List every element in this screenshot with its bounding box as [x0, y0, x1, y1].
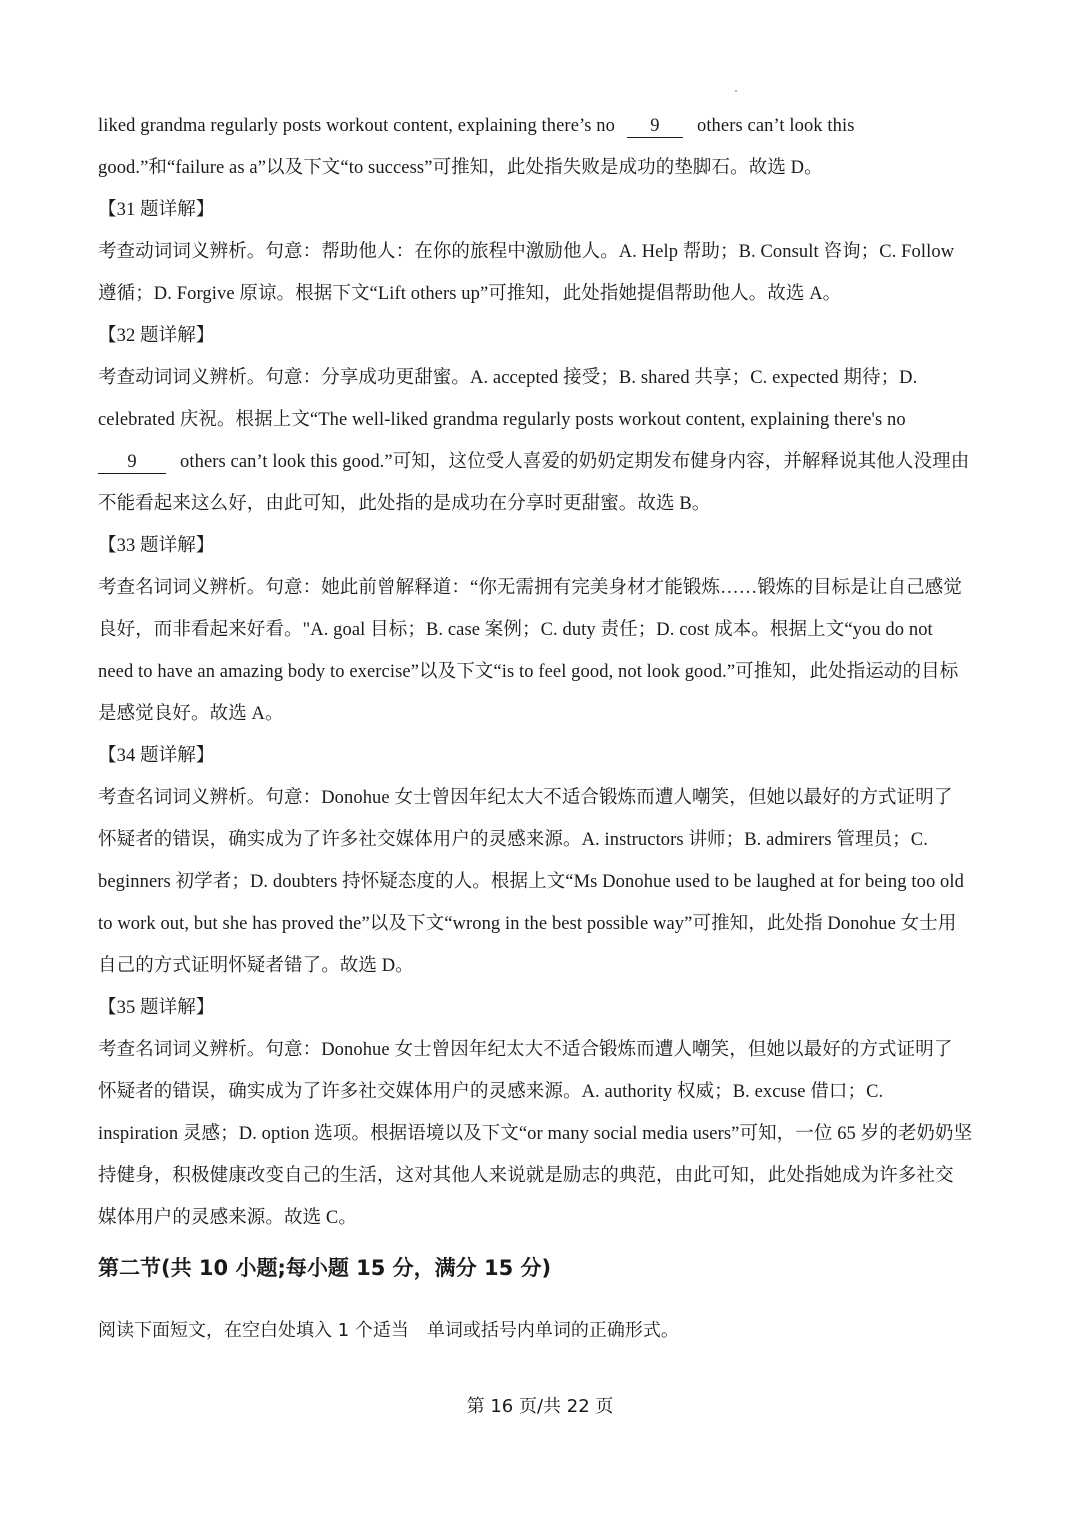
- scan-speck: [735, 90, 737, 92]
- text-line: 持健身，积极健康改变自己的生活，这对其他人来说就是励志的典范，由此可知，此处指她成为许多社交: [98, 1166, 954, 1186]
- document-body: [98, 105, 988, 1239]
- text-line: 考查名词词义辨析。句意：Donohue 女士曾因年纪太大不适合锻炼而遭人嘲笑，但她以最好的方式证明了: [98, 1040, 953, 1060]
- text-line: 遵循；D. Forgive 原谅。根据下文“Lift others up”可推知，此处指她提倡帮助他人。故选 A。: [98, 284, 842, 304]
- text-line: 良好，而非看起来好看。"A. goal 目标；B. case 案例；C. duty 责任；D. cost 成本。根据上文“you do not: [98, 620, 933, 640]
- text-line: celebrated 庆祝。根据上文“The well-liked grandma regularly posts workout content, explaining there's no: [98, 410, 906, 430]
- text-line: 9 others can’t look this good.”可知，这位受人喜爱的奶奶定期发布健身内容，并解释说其他人没理由: [98, 441, 988, 483]
- text-line: 怀疑者的错误，确实成为了许多社交媒体用户的灵感来源。A. authority 权威；B. excuse 借口；C.: [98, 1082, 884, 1102]
- question-heading: 【34 题详解】: [98, 746, 215, 766]
- text-line: 媒体用户的灵感来源。故选 C。: [98, 1208, 357, 1228]
- question-heading: 【35 题详解】: [98, 998, 215, 1018]
- question-heading: 【33 题详解】: [98, 536, 215, 556]
- text-line: 考查动词词义辨析。句意：分享成功更甜蜜。A. accepted 接受；B. shared 共享；C. expected 期待；D.: [98, 368, 918, 388]
- instruction-text: 阅读下面短文，在空白处填入 1 个适当 单词或括号内单词的正确形式。: [98, 1320, 679, 1341]
- answer-blank: 9: [98, 451, 166, 474]
- text-line: need to have an amazing body to exercise”以及下文“is to feel good, not look good.”可推知，此处指运动的目标: [98, 662, 959, 682]
- text-line: to work out, but she has proved the”以及下文“wrong in the best possible way”可推知，此处指 Donohue 女士用: [98, 914, 957, 934]
- section-title: 第二节(共 10 小题;每小题 15 分，满分 15 分): [98, 1256, 552, 1280]
- text-line: beginners 初学者；D. doubters 持怀疑态度的人。根据上文“Ms Donohue used to be laughed at for being too old: [98, 872, 964, 892]
- text-line: 怀疑者的错误，确实成为了许多社交媒体用户的灵感来源。A. instructors 讲师；B. admirers 管理员；C.: [98, 830, 928, 850]
- text-line: 考查名词词义辨析。句意：Donohue 女士曾因年纪太大不适合锻炼而遭人嘲笑，但她以最好的方式证明了: [98, 788, 953, 808]
- text-line: 考查动词词义辨析。句意：帮助他人：在你的旅程中激励他人。A. Help 帮助；B. Consult 咨询；C. Follow: [98, 242, 955, 262]
- question-heading: 【32 题详解】: [98, 326, 215, 346]
- page-footer: 第 16 页/共 22 页: [466, 1396, 614, 1417]
- question-heading: 【31 题详解】: [98, 200, 215, 220]
- text-line: 是感觉良好。故选 A。: [98, 704, 284, 724]
- text-line: 自己的方式证明怀疑者错了。故选 D。: [98, 956, 414, 976]
- text-line: good.”和“failure as a”以及下文“to success”可推知，此处指失败是成功的垫脚石。故选 D。: [98, 158, 823, 178]
- text-line: inspiration 灵感；D. option 选项。根据语境以及下文“or many social media users”可知，一位 65 岁的老奶奶坚: [98, 1124, 973, 1144]
- answer-blank: 9: [627, 115, 683, 138]
- text-line: 不能看起来这么好，由此可知，此处指的是成功在分享时更甜蜜。故选 B。: [98, 494, 711, 514]
- text-line: liked grandma regularly posts workout content, explaining there’s no 9 others can’t look this: [98, 116, 855, 136]
- text-line: 考查名词词义辨析。句意：她此前曾解释道：“你无需拥有完美身材才能锻炼……锻炼的目标是让自己感觉: [98, 578, 962, 598]
